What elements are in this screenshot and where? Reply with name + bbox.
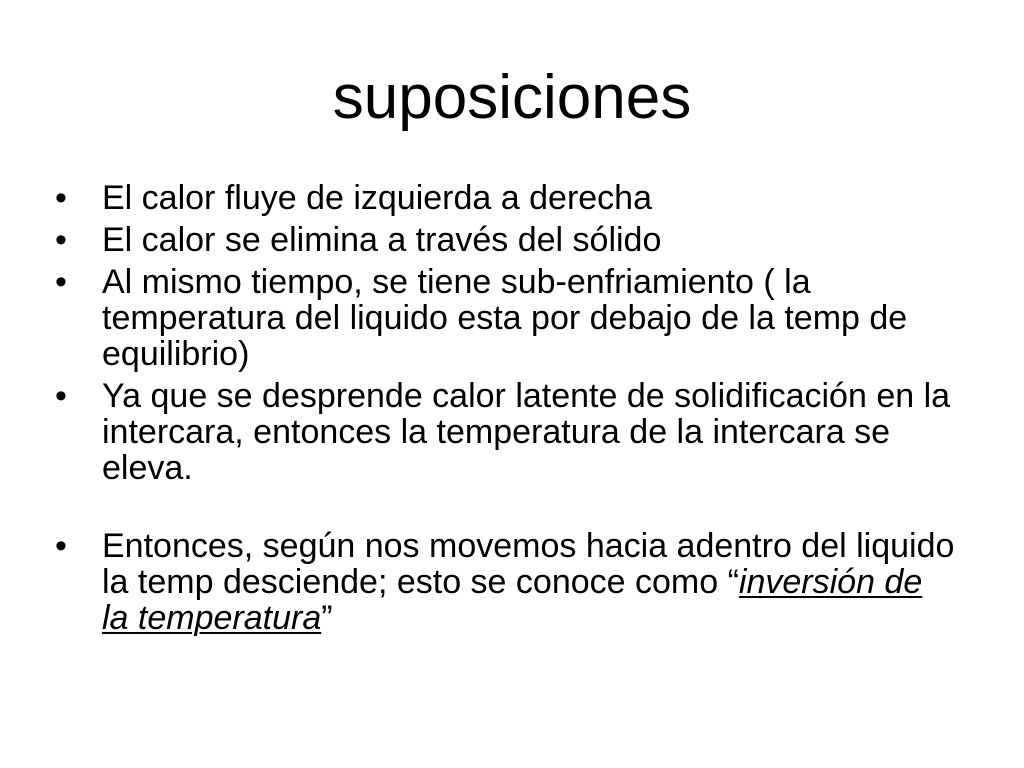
bullet-item — [55, 264, 955, 372]
bullet-list — [55, 180, 955, 642]
bullet-icon: • — [55, 179, 67, 217]
bullet-text: Al mismo tiempo, se tiene sub-enfriamiento ( la temperatura del liquido esta por debajo de la temp de equilibrio) — [102, 263, 908, 373]
bullet-text-after: ” — [321, 599, 333, 637]
emphasized-term: inversión de la temperatura — [102, 563, 923, 637]
bullet-icon: • — [55, 263, 67, 301]
bullet-icon: • — [55, 527, 67, 565]
bullet-item — [55, 378, 955, 486]
bullet-item — [55, 180, 955, 216]
bullet-icon: • — [55, 221, 67, 259]
bullet-icon: • — [55, 377, 67, 415]
bullet-text: Ya que se desprende calor latente de solidificación en la intercara, entonces la temperatura de la intercara se eleva. — [102, 377, 951, 487]
bullet-item — [55, 222, 955, 258]
bullet-text: El calor se elimina a través del sólido — [102, 221, 662, 259]
bullet-text-before: Entonces, según nos movemos hacia adentro del liquido la temp desciende; esto se conoce como “ — [102, 527, 955, 601]
slide-title: suposiciones — [332, 63, 692, 132]
bullet-item — [55, 528, 955, 636]
bullet-text: El calor fluye de izquierda a derecha — [102, 179, 652, 217]
